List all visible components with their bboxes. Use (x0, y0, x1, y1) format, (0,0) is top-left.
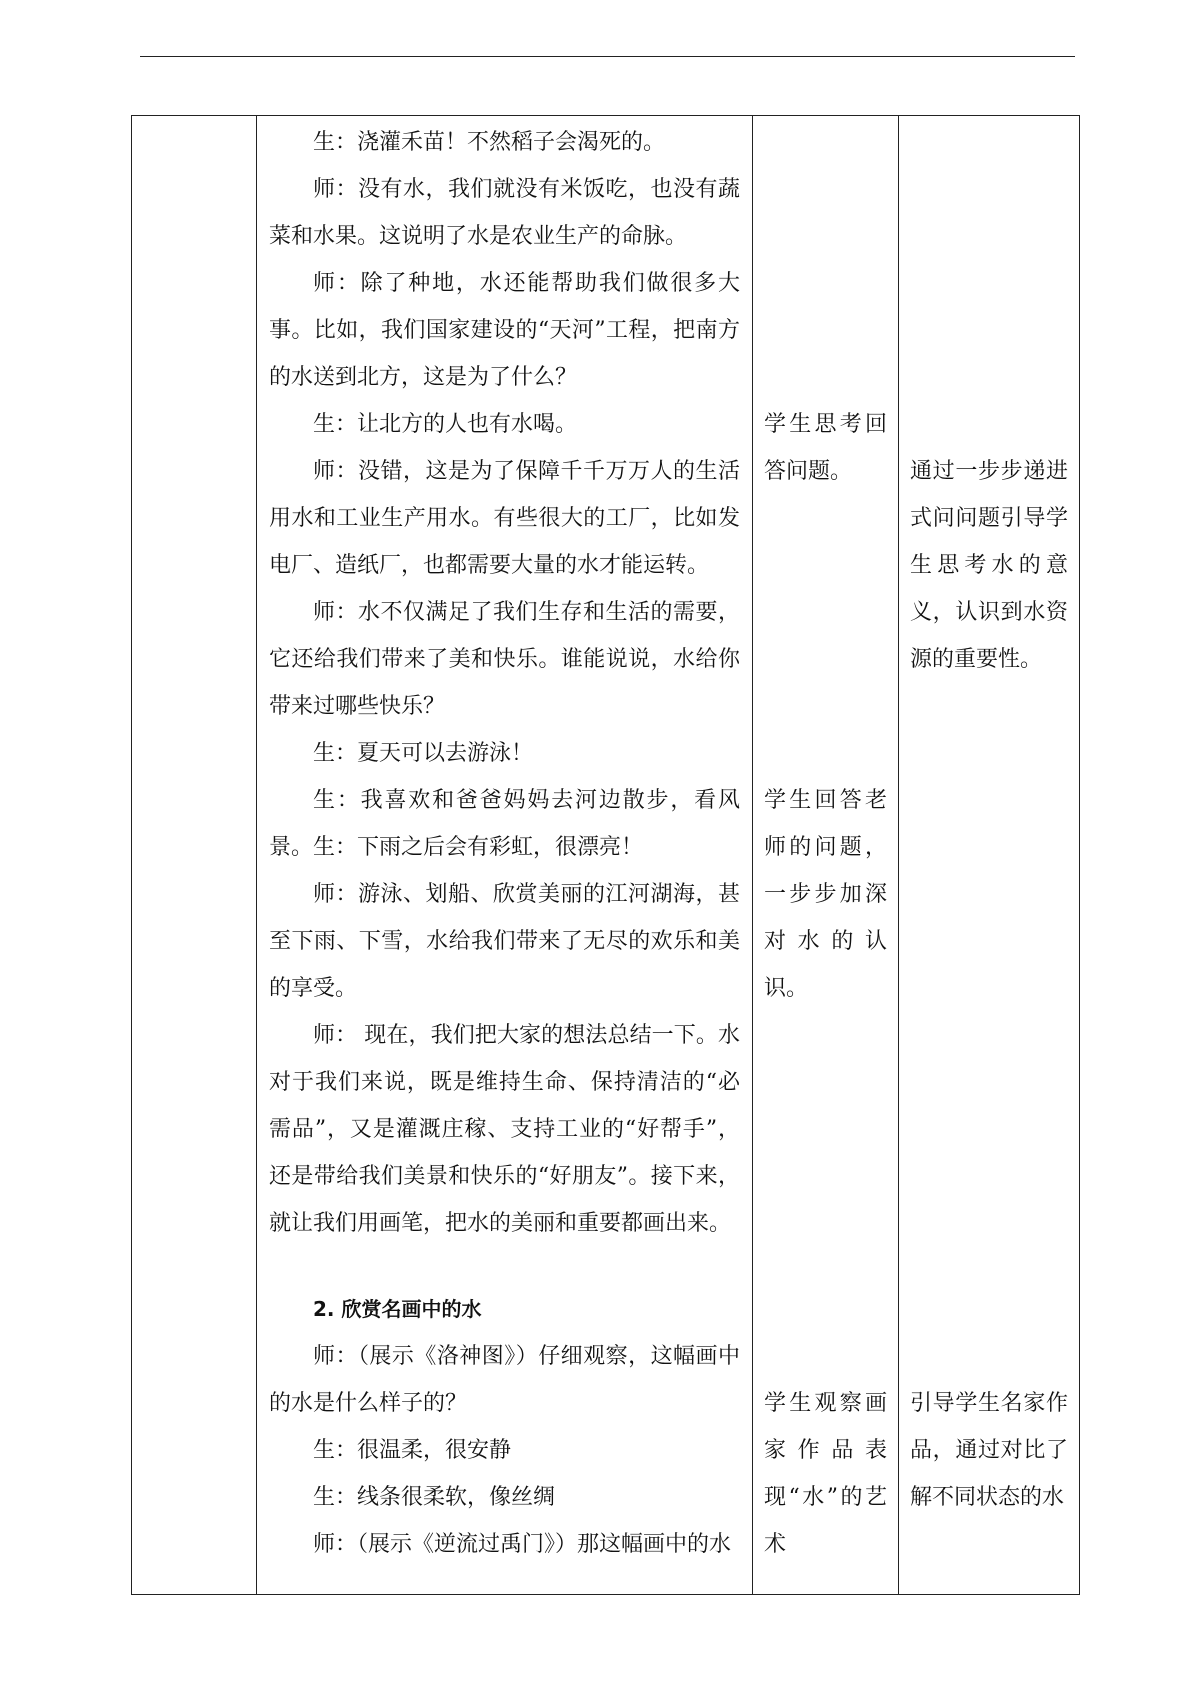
stage-cell (132, 116, 257, 1595)
dialogue-line: 师：（展示《洛神图》）仔细观察，这幅画中的水是什么样子的？ (269, 1344, 740, 1416)
design-intent-note: 引导学生名家作品，通过对比了解不同状态的水 (910, 1391, 1068, 1510)
dialogue-line: 生：下雨之后会有彩虹，很漂亮！ (313, 835, 644, 860)
student-activity-note: 学生思考回答问题。 (764, 412, 887, 484)
dialogue-line: 生：夏天可以去游泳！ (313, 741, 534, 766)
student-activity-note: 学生观察画家作品表现“水”的艺术 (764, 1391, 887, 1557)
dialogue-line: 师：没有水，我们就没有米饭吃，也没有蔬菜和水果。这说明了水是农业生产的命脉。 (269, 177, 740, 249)
dialogue-line: 师：（展示《逆流过禹门》）那这幅画中的水 (313, 1532, 732, 1557)
table-row (132, 116, 1080, 1595)
teaching-process-cell (257, 116, 753, 1595)
dialogue-line: 生：很温柔，很安静 (313, 1438, 512, 1463)
design-intent-note: 通过一步步递进式问问题引导学生思考水的意义，认识到水资源的重要性。 (910, 459, 1068, 672)
dialogue-line: 生：浇灌禾苗！不然稻子会渴死的。 (313, 130, 666, 155)
student-activity-cell (753, 116, 899, 1595)
dialogue-line: 生：线条很柔软，像丝绸 (313, 1485, 556, 1510)
dialogue-line: 师：没错，这是为了保障千千万万人的生活用水和工业生产用水。有些很大的工厂，比如发电厂、造纸厂，也都需要大量的水才能运转。 (269, 459, 740, 578)
dialogue-line: 师：游泳、划船、欣赏美丽的江河湖海，甚至下雨、下雪，水给我们带来了无尽的欢乐和美的享受。 (269, 882, 740, 1001)
lesson-plan-table (131, 115, 1080, 1595)
dialogue-line: 生：让北方的人也有水喝。 (313, 412, 578, 437)
dialogue-line: 师： 现在，我们把大家的想法总结一下。水对于我们来说，既是维持生命、保持清洁的“必需品”，又是灌溉庄稼、支持工业的“好帮手”，还是带给我们美景和快乐的“好朋友”。接下来，就让我们用画笔，把水的美丽和重要都画出来。 (269, 1023, 740, 1236)
design-intent-cell (899, 116, 1080, 1595)
dialogue-line: 生：我喜欢和爸爸妈妈去河边散步，看风景。 (269, 788, 740, 860)
dialogue-line: 师：除了种地，水还能帮助我们做很多大事。比如，我们国家建设的“天河”工程，把南方的水送到北方，这是为了什么？ (269, 271, 740, 390)
student-activity-note: 学生回答老师的问题，一步步加深对水的认识。 (764, 788, 887, 1001)
section-heading: 2. 欣赏名画中的水 (313, 1297, 482, 1321)
dialogue-line: 师：水不仅满足了我们生存和生活的需要，它还给我们带来了美和快乐。谁能说说，水给你带来过哪些快乐？ (269, 600, 740, 719)
header-rule (140, 56, 1075, 57)
